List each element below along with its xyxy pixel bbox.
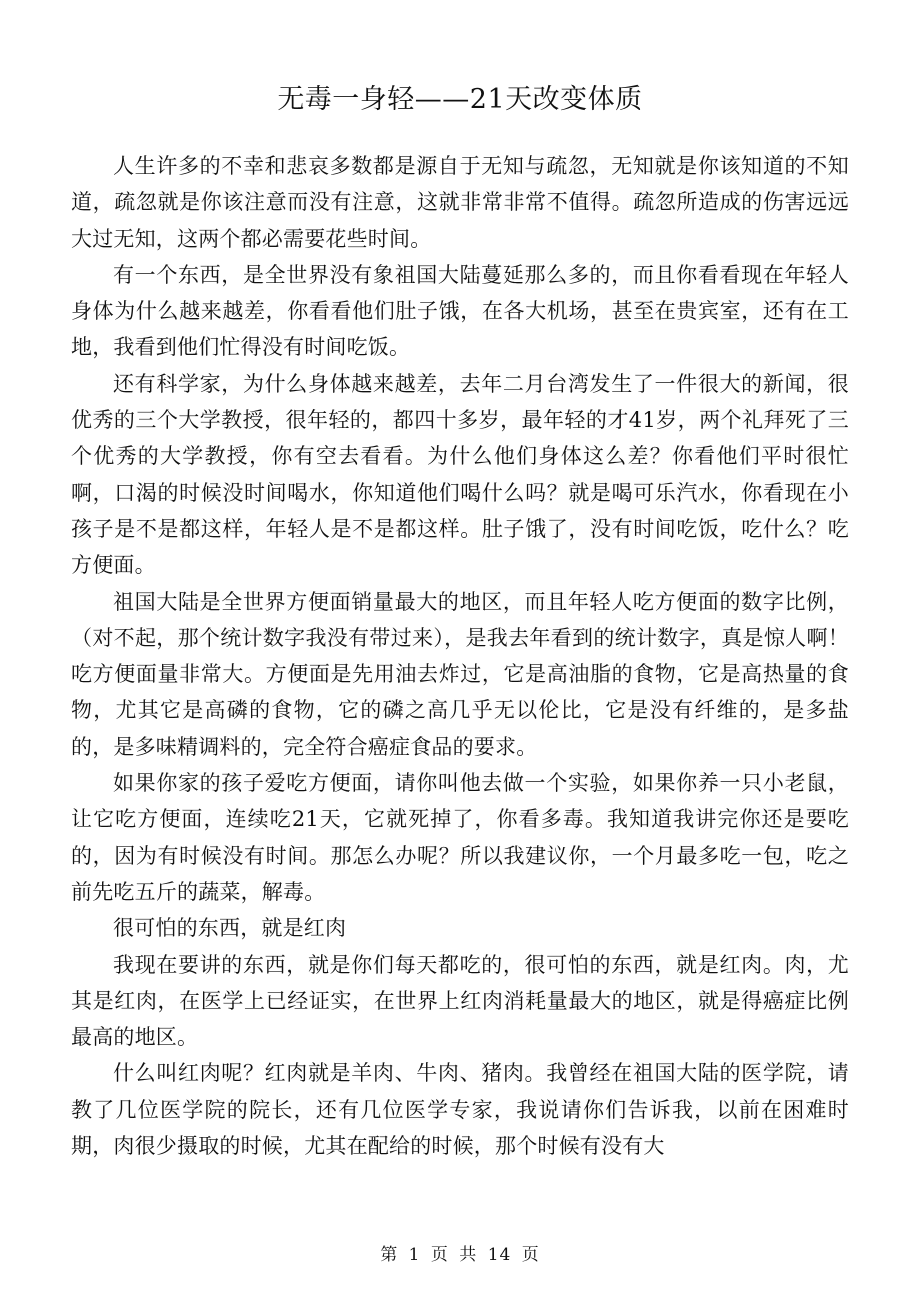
paragraph: 什么叫红肉呢？红肉就是羊肉、牛肉、猪肉。我曾经在祖国大陆的医学院，请教了几位医学院的院长，还有几位医学专家，我说请你们告诉我，以前在困难时期，肉很少摄取的时候，尤其在配给的时候，那个时候有没有大	[71, 1061, 849, 1159]
page-footer: 第 1 页 共 14 页	[380, 1245, 540, 1265]
paragraph: 人生许多的不幸和悲哀多数都是源自于无知与疏忽，无知就是你该知道的不知道，疏忽就是你该注意而没有注意，这就非常非常不值得。疏忽所造成的伤害远远大过无知，这两个都必需要花些时间。	[71, 154, 849, 251]
section-heading: 很可怕的东西，就是红肉	[113, 916, 347, 941]
paragraph: 有一个东西，是全世界没有象祖国大陆蔓延那么多的，而且你看看现在年轻人身体为什么越来越差，你看看他们肚子饿，在各大机场，甚至在贵宾室，还有在工地，我看到他们忙得没有时间吃饭。	[71, 262, 849, 360]
paragraph: 祖国大陆是全世界方便面销量最大的地区，而且年轻人吃方便面的数字比例，（对不起，那个统计数字我没有带过来），是我去年看到的统计数字，真是惊人啊！吃方便面量非常大。方便面是先用油去炸过，它是高油脂的食物，它是高热量的食物，尤其它是高磷的食物，它的磷之高几乎无以伦比，它是没有纤维的，是多盐的，是多味精调料的，完全符合癌症食品的要求。	[71, 589, 849, 759]
paragraph: 如果你家的孩子爱吃方便面，请你叫他去做一个实验，如果你养一只小老鼠，让它吃方便面，连续吃21天，它就死掉了，你看多毒。我知道我讲完你还是要吃的，因为有时候没有时间。那怎么办呢？所以我建议你，一个月最多吃一包，吃之前先吃五斤的蔬菜，解毒。	[71, 771, 849, 904]
paragraph: 我现在要讲的东西，就是你们每天都吃的，很可怕的东西，就是红肉。肉，尤其是红肉，在医学上已经证实，在世界上红肉消耗量最大的地区，就是得癌症比例最高的地区。	[71, 952, 849, 1050]
document-body	[71, 148, 849, 1164]
paragraph: 还有科学家，为什么身体越来越差，去年二月台湾发生了一件很大的新闻，很优秀的三个大学教授，很年轻的，都四十多岁，最年轻的才41岁，两个礼拜死了三个优秀的大学教授，你有空去看看。为什么他们身体这么差？你看他们平时很忙啊，口渴的时候没时间喝水，你知道他们喝什么吗？就是喝可乐汽水，你看现在小孩子是不是都这样，年轻人是不是都这样。肚子饿了，没有时间吃饭，吃什么？吃方便面。	[71, 371, 849, 578]
document-title: 无毒一身轻——21天改变体质	[277, 84, 643, 115]
